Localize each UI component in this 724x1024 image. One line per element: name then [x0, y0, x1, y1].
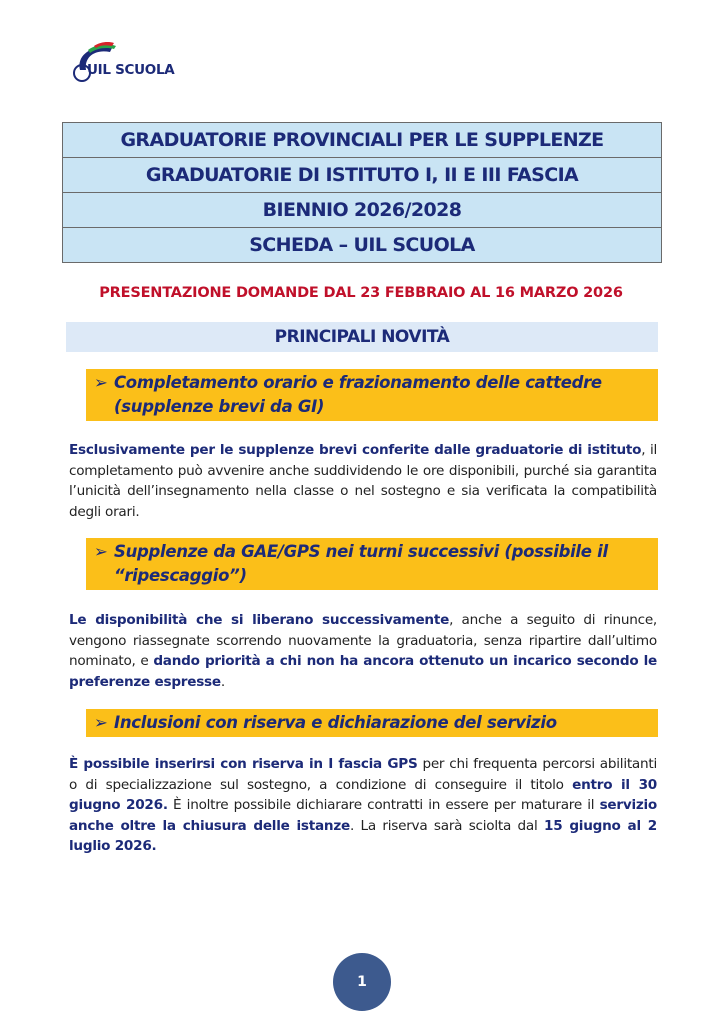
section-heading-completamento [86, 369, 658, 421]
section-heading-line: (supplenze brevi da GI) [114, 397, 325, 416]
section-heading-line: Completamento orario e frazionamento delle cattedre [114, 373, 602, 392]
section-paragraph-completamento [69, 440, 657, 522]
title-row-3: BIENNIO 2026/2028 [63, 193, 661, 228]
arrow-bullet-icon: ➢ [94, 713, 108, 732]
paragraph-text: , il completamento può avvenire anche suddividendo le ore disponibili, purché sia garantita l’unicità dell’insegnamento nella classe o nel sostegno e sia verificata la compatibilità degli orari. [69, 442, 657, 520]
title-table [62, 122, 662, 263]
section-heading-line: Inclusioni con riserva e dichiarazione del servizio [114, 713, 557, 732]
section-heading-inclusioni [86, 709, 658, 737]
paragraph-text: . La riserva sarà sciolta dal [349, 817, 545, 834]
logo-text: UIL SCUOLA [87, 62, 175, 78]
title-row-4: SCHEDA – UIL SCUOLA [63, 228, 661, 263]
title-row-1: GRADUATORIE PROVINCIALI PER LE SUPPLENZE [63, 123, 661, 158]
page-number: 1 [333, 953, 391, 1011]
section-heading-line: Supplenze da GAE/GPS nei turni successivi (possibile il [114, 542, 608, 561]
bold-text: 15 giugno al 2 luglio 2026. [69, 817, 657, 854]
principali-novita-heading: PRINCIPALI NOVITÀ [66, 322, 658, 352]
bold-text: dando priorità a chi non ha ancora ottenuto un incarico secondo le preferenze espresse [69, 653, 657, 690]
bold-text: servizio anche oltre la chiusura delle istanze [69, 797, 658, 834]
paragraph-text: per chi frequenta percorsi abilitanti o di specializzazione sul sostegno, a condizione di conseguire il titolo [69, 756, 657, 793]
bold-text: È possibile inserirsi con riserva in I fascia GPS [69, 756, 418, 772]
bold-text: Esclusivamente per le supplenze brevi conferite dalle graduatorie di istituto [69, 442, 642, 458]
section-paragraph-supplenze [69, 610, 657, 692]
section-paragraph-inclusioni [69, 754, 657, 857]
arrow-bullet-icon: ➢ [94, 542, 108, 561]
title-row-2: GRADUATORIE DI ISTITUTO I, II E III FASCIA [63, 158, 661, 193]
section-heading-line: “ripescaggio”) [114, 566, 247, 585]
section-heading-supplenze [86, 538, 658, 590]
uil-scuola-logo [70, 40, 190, 90]
paragraph-text: È inoltre possibile dichiarare contratti in essere per maturare il [167, 797, 600, 813]
application-dates: PRESENTAZIONE DOMANDE DAL 23 FEBBRAIO AL 16 MARZO 2026 [99, 285, 623, 301]
arrow-bullet-icon: ➢ [94, 373, 108, 392]
paragraph-text: . [220, 673, 225, 690]
bold-text: entro il 30 giugno 2026. [69, 776, 658, 813]
paragraph-text: , anche a seguito di rinunce, vengono riassegnate scorrendo nuovamente la graduatoria, senza ripartire dall’ultimo nominato, e [69, 612, 657, 669]
bold-text: Le disponibilità che si liberano successivamente [69, 612, 450, 628]
